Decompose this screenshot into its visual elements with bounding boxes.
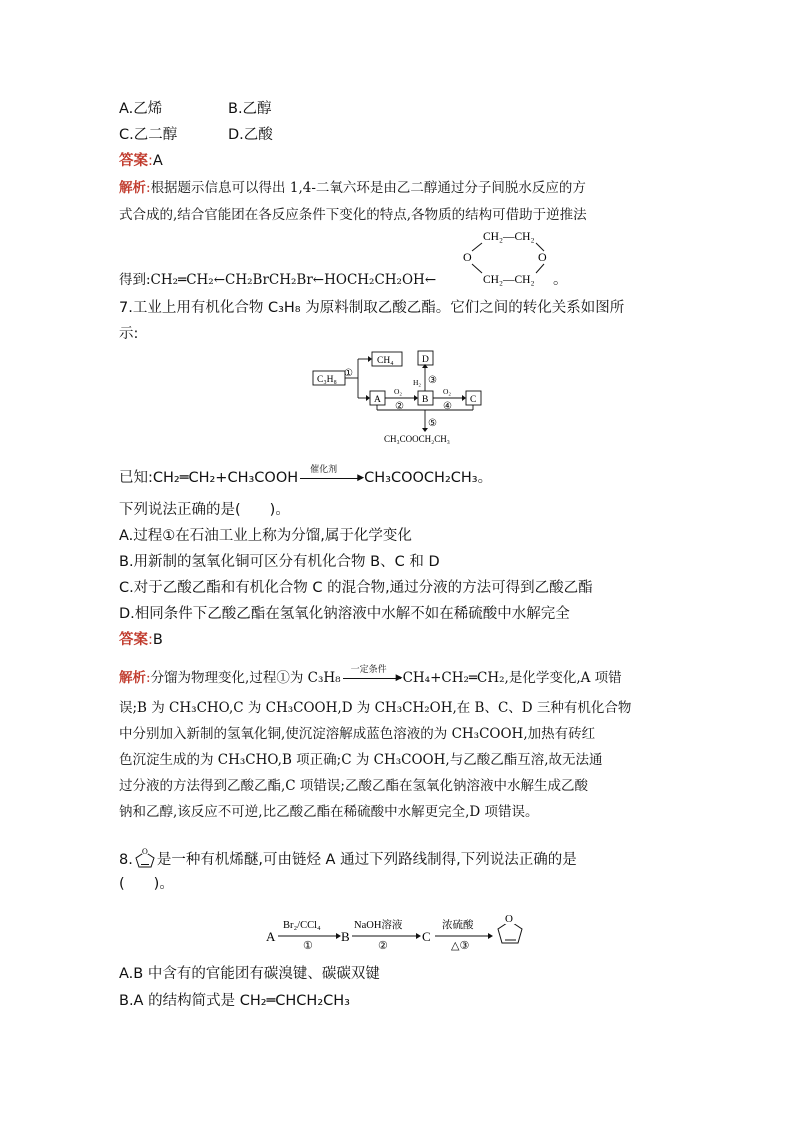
intermediate-b: B <box>341 929 350 944</box>
question-stem: 7.工业上用有机化合物 C₃H₈ 为原料制取乙酸乙酯。它们之间的转化关系如图所 <box>119 300 625 316</box>
reactant-a: A <box>266 929 276 944</box>
option-a: A.乙烯 <box>119 101 163 117</box>
end-mark: 。 <box>553 272 568 288</box>
ring-bond <box>472 264 482 273</box>
svg-text:O: O <box>141 847 148 856</box>
arrowhead <box>368 356 372 362</box>
ring-left-oxygen: O <box>463 250 472 264</box>
option-row <box>119 99 162 119</box>
option-b: B.乙醇 <box>228 101 272 117</box>
question-prompt: 下列说法正确的是( )。 <box>119 502 290 518</box>
analysis-text: 得到:CH₂═CH₂←CH₂BrCH₂Br←HOCH₂CH₂OH← <box>119 272 437 288</box>
answer-line: 答案:A <box>119 153 163 169</box>
arrowhead <box>414 395 418 401</box>
question-prompt: ( )。 <box>119 876 174 892</box>
arrowhead <box>366 395 370 401</box>
option-c: C.对于乙酸乙酯和有机化合物 C 的混合物,通过分液的方法可得到乙酸乙酯 <box>119 580 593 596</box>
option-a: A.B 中含有的官能团有碳溴键、碳碳双键 <box>119 966 380 982</box>
products: CH₃COOCH₂CH₃。 <box>364 470 493 486</box>
ch4-label: CH₄ <box>377 356 394 366</box>
analysis-line: 解析:分馏为物理变化,过程①为 C₃H₈ 一定条件 ▶ CH₄+CH₂═CH₂,是化学变化,A 项错 <box>119 668 622 688</box>
analysis-text: 色沉淀生成的为 CH₃CHO,B 项正确;C 为 CH₃COOH,与乙酸乙酯互溶,故无法通 <box>119 752 603 768</box>
analysis-text: 分馏为物理变化,过程①为 C₃H₈ <box>150 670 341 686</box>
dihydrofuran-icon <box>133 846 157 868</box>
step-3-label: △③ <box>451 940 470 952</box>
arrowhead <box>462 395 466 401</box>
ring-right-oxygen: O <box>538 250 547 264</box>
ring-bond <box>472 243 482 251</box>
option-c: C.乙二醇 <box>119 127 178 143</box>
c-label: C <box>470 395 477 405</box>
b-label: B <box>422 395 429 405</box>
option-d: D.相同条件下乙酸乙酯在氢氧化钠溶液中水解不如在稀硫酸中水解完全 <box>119 606 570 622</box>
c3h8-label: C₃H₈ <box>317 375 337 385</box>
condition-label: 一定条件 <box>350 665 387 675</box>
analysis-line: 解析:根据题示信息可以得出 1,4-二氧六环是由乙二醇通过分子间脱水反应的方 <box>119 180 586 196</box>
d-label: D <box>422 355 429 365</box>
a-label: A <box>374 395 381 405</box>
condition-arrow: 一定条件 ▶ <box>341 668 403 688</box>
conversion-diagram <box>310 346 490 446</box>
question-number: 8. <box>119 852 133 868</box>
answer-label: 答案 <box>119 632 148 648</box>
analysis-text: 式合成的,结合官能团在各反应条件下变化的特点,各物质的结构可借助于逆推法 <box>119 207 587 223</box>
step-1-label: ① <box>344 368 353 379</box>
dioxane-structure <box>458 226 558 292</box>
ring-bottom-label: CH₂—CH₂ <box>483 274 535 286</box>
arrowhead <box>488 933 493 939</box>
analysis-text: 中分别加入新制的氢氧化铜,使沉淀溶解成蓝色溶液的为 CH₃COOH,加热有砖红 <box>119 726 596 742</box>
known-reaction <box>119 465 493 488</box>
ring-oxygen: O <box>505 913 513 925</box>
h2-label: H₂ <box>413 378 422 387</box>
reactants: 已知:CH₂═CH₂+CH₃COOH <box>119 470 299 486</box>
catalyst-arrow: 催化剂 ▶ <box>298 468 364 488</box>
step-2-label: ② <box>378 940 388 952</box>
analysis-text: 钠和乙醇,该反应不可逆,比乙酸乙酯在稀硫酸中水解更完全,D 项错误。 <box>119 804 539 820</box>
question-stem <box>119 846 577 870</box>
reagent-3: 浓硫酸 <box>442 920 474 931</box>
analysis-text: CH₄+CH₂═CH₂,是化学变化,A 项错 <box>402 670 622 686</box>
ring-bond <box>536 264 544 273</box>
step-5-label: ⑤ <box>428 418 437 429</box>
o2-label: O₂ <box>394 387 403 396</box>
question-text: 是一种有机烯醚,可由链烃 A 通过下列路线制得,下列说法正确的是 <box>156 852 577 868</box>
option-a: A.过程①在石油工业上称为分馏,属于化学变化 <box>119 528 412 544</box>
answer-line: 答案:B <box>119 632 163 648</box>
option-b: B.A 的结构简式是 CH₂═CHCH₂CH₃ <box>119 993 350 1009</box>
option-b: B.用新制的氢氧化铜可区分有机化合物 B、C 和 D <box>119 554 440 570</box>
option-d: D.乙酸 <box>228 127 273 143</box>
analysis-text: 过分液的方法得到乙酸乙酯,C 项错误;乙酸乙酯在氢氧化钠溶液中水解生成乙酸 <box>119 778 588 794</box>
answer-label: 答案 <box>119 153 148 169</box>
step-1-label: ① <box>303 940 313 952</box>
analysis-label: 解析 <box>119 670 146 686</box>
synthesis-route <box>266 906 531 956</box>
step-4-label: ④ <box>443 401 452 412</box>
o2-label: O₂ <box>443 387 452 396</box>
reagent-1: Br₂/CCl₄ <box>283 920 321 931</box>
answer-value: B <box>152 632 163 648</box>
catalyst-label: 催化剂 <box>310 465 338 475</box>
step-2-label: ② <box>395 401 404 412</box>
reagent-2: NaOH溶液 <box>354 920 403 931</box>
ring-top-label: CH₂—CH₂ <box>483 231 535 243</box>
question-stem: 示: <box>119 326 139 342</box>
step-3-label: ③ <box>428 375 437 386</box>
intermediate-c: C <box>422 929 431 944</box>
product-label: CH₃COOCH₂CH₃ <box>384 434 450 444</box>
analysis-text: 误;B 为 CH₃CHO,C 为 CH₃COOH,D 为 CH₃CH₂OH,在 B、C、D 三种有机化合物 <box>119 700 632 716</box>
analysis-label: 解析 <box>119 180 146 196</box>
arrowhead <box>416 933 421 939</box>
analysis-text: 根据题示信息可以得出 1,4-二氧六环是由乙二醇通过分子间脱水反应的方 <box>150 180 586 196</box>
answer-value: A <box>152 153 163 169</box>
